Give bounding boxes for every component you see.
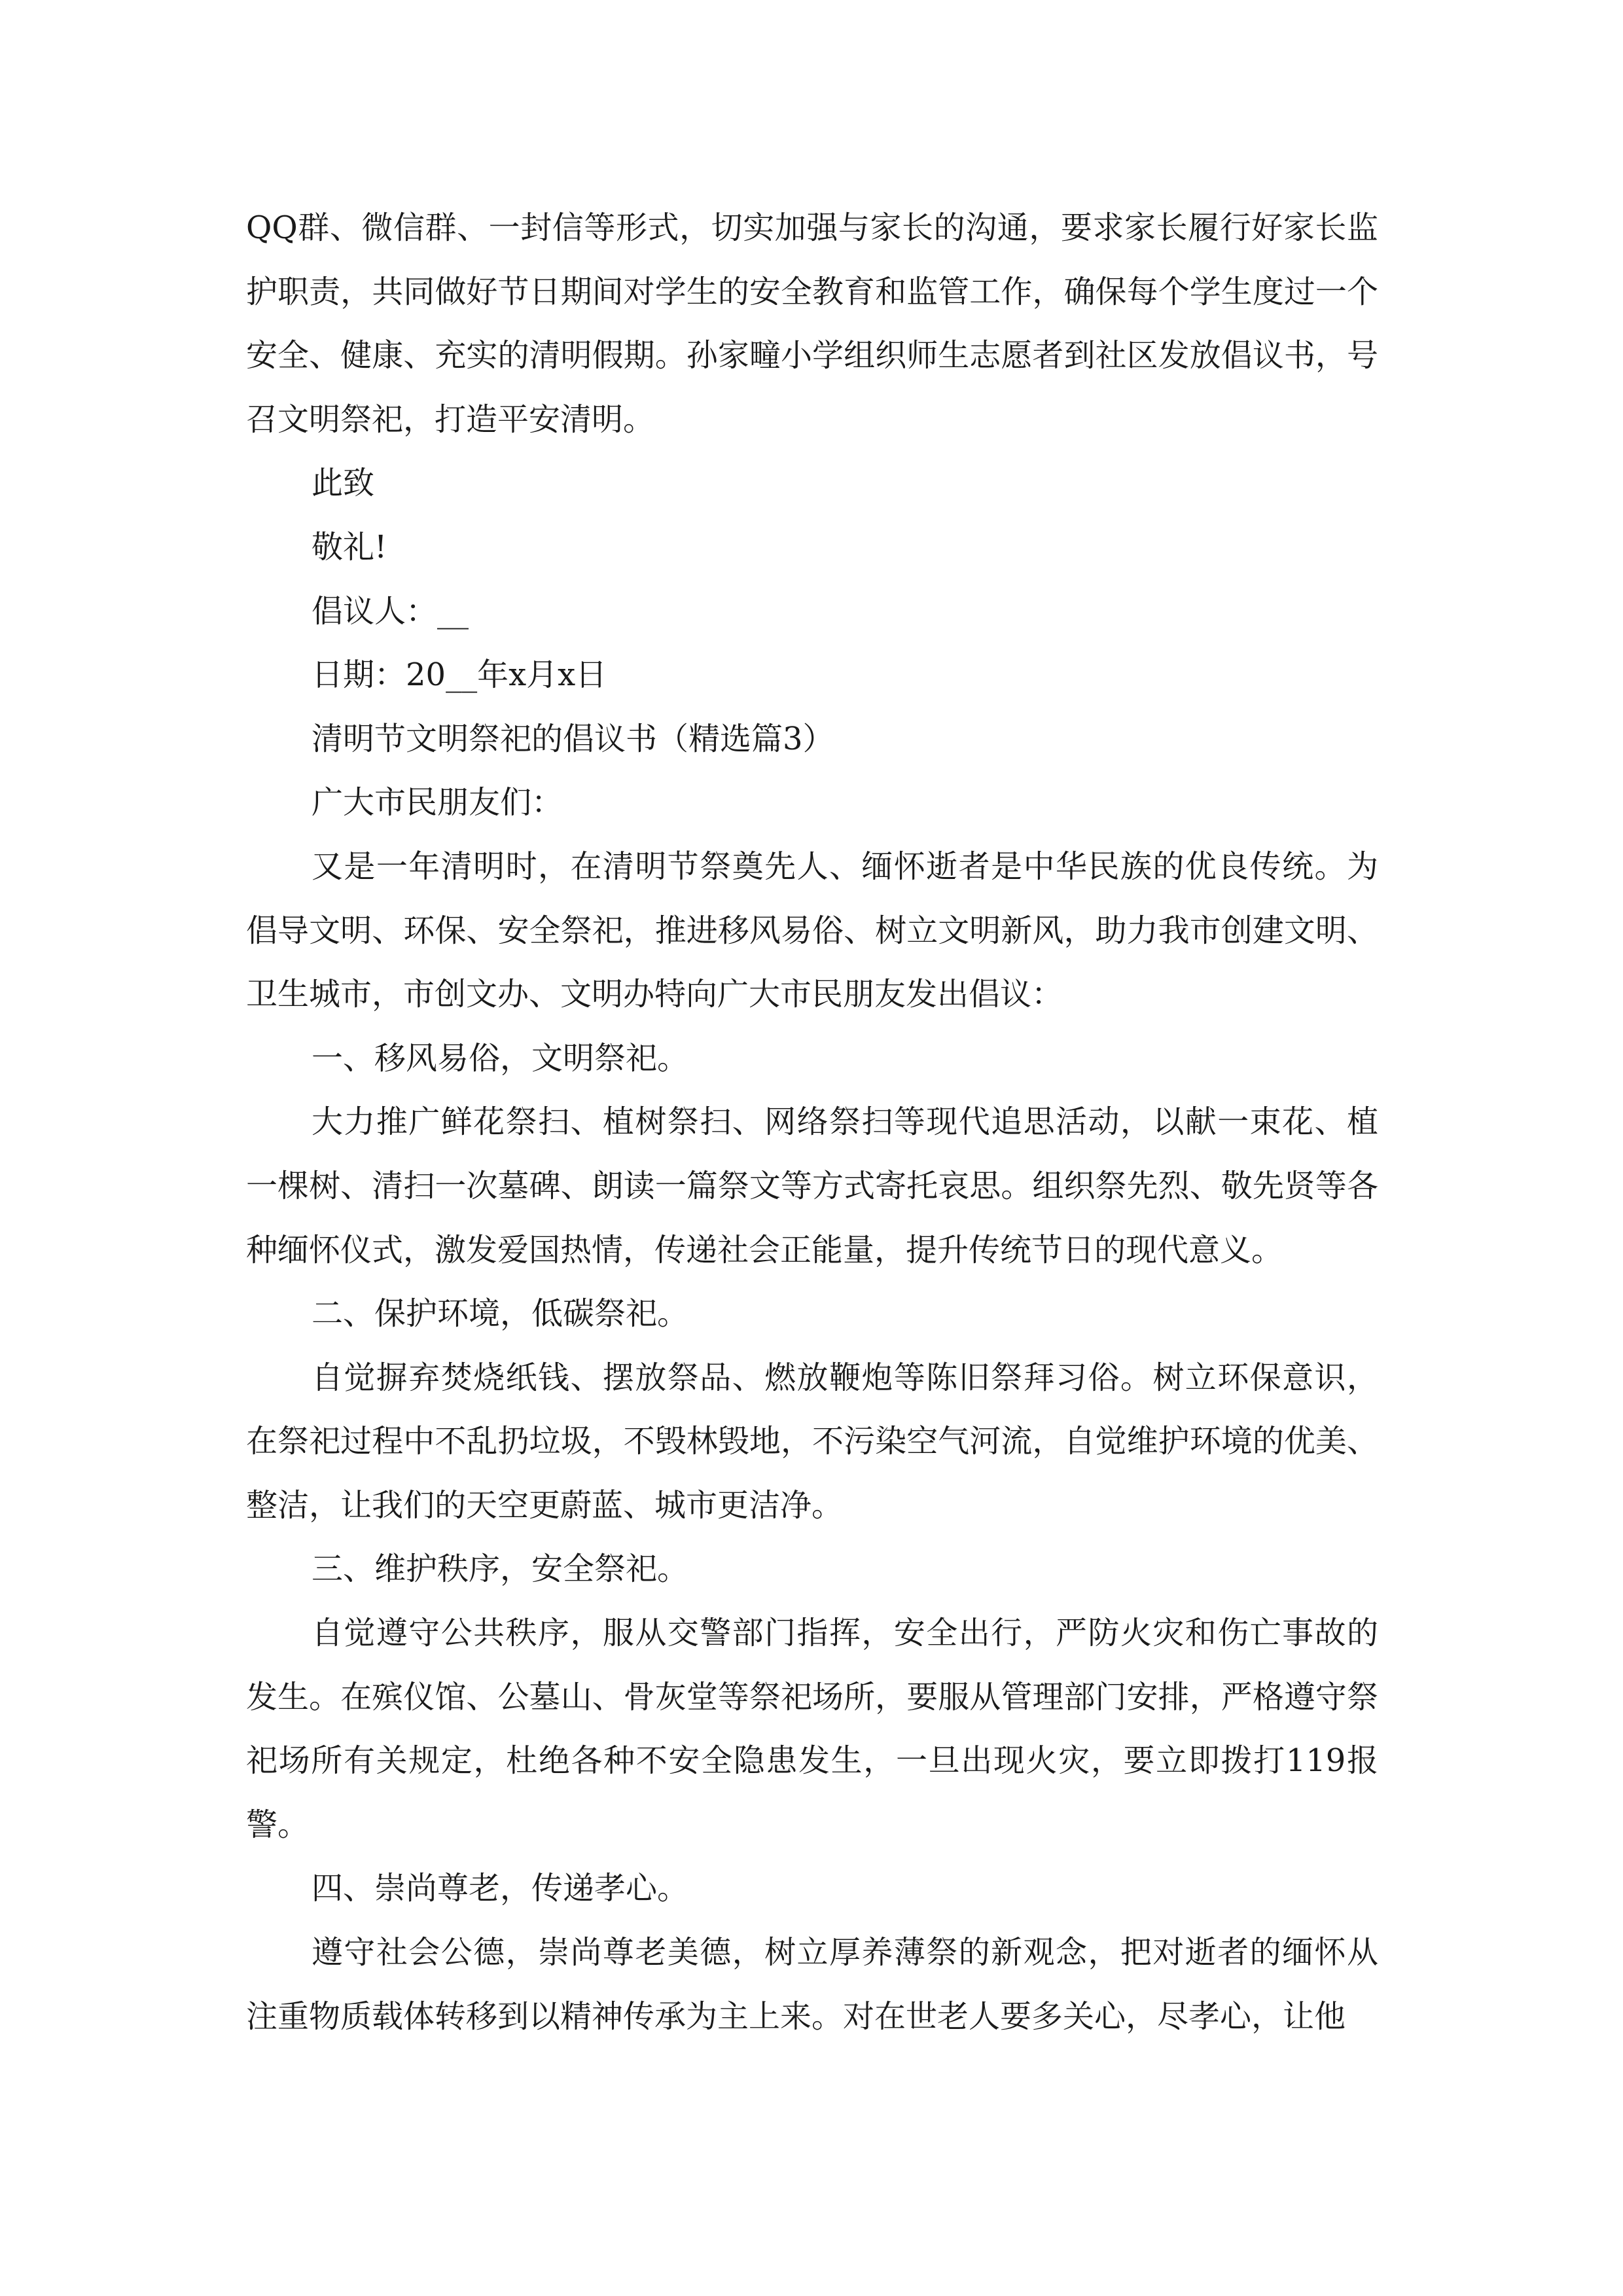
body-paragraph-one: 大力推广鲜花祭扫、植树祭扫、网络祭扫等现代追思活动，以献一束花、植一棵树、清扫一次墓碑、朗读一篇祭文等方式寄托哀思。组织祭先烈、敬先贤等各种缅怀仪式，激发爱国热情，传递社会正能量，提升传统节日的现代意义。 — [246, 1103, 1378, 1268]
closing-regards: 敬礼! — [312, 528, 387, 565]
proposer-line: 倡议人：__ — [312, 592, 469, 630]
greeting-line: 广大市民朋友们： — [312, 784, 563, 821]
body-paragraph-two: 自觉摒弃焚烧纸钱、摆放祭品、燃放鞭炮等陈旧祭拜习俗。树立环保意识，在祭祀过程中不乱扔垃圾，不毁林毁地，不污染空气河流，自觉维护环境的优美、整洁，让我们的天空更蔚蓝、城市更洁净。 — [246, 1359, 1378, 1524]
section-title: 清明节文明祭祀的倡议书（精选篇3） — [312, 720, 834, 757]
closing-salutation: 此致 — [312, 465, 375, 502]
document-body — [246, 196, 1378, 2049]
heading-four: 四、崇尚尊老，传递孝心。 — [312, 1870, 689, 1907]
heading-two: 二、保护环境，低碳祭祀。 — [312, 1295, 689, 1333]
heading-one: 一、移风易俗，文明祭祀。 — [312, 1039, 689, 1077]
intro-paragraph: 又是一年清明时，在清明节祭奠先人、缅怀逝者是中华民族的优良传统。为倡导文明、环保、安全祭祀，推进移风易俗、树立文明新风，助力我市创建文明、卫生城市，市创文办、文明办特向广大市民朋友发出倡议： — [246, 848, 1378, 1013]
heading-three: 三、维护秩序，安全祭祀。 — [312, 1551, 689, 1588]
date-line: 日期：20__年x月x日 — [312, 656, 607, 694]
body-paragraph-four: 遵守社会公德，崇尚尊老美德，树立厚养薄祭的新观念，把对逝者的缅怀从注重物质载体转移到以精神传承为主上来。对在世老人要多关心，尽孝心，让他 — [246, 1934, 1378, 2035]
body-paragraph-three: 自觉遵守公共秩序，服从交警部门指挥，安全出行，严防火灾和伤亡事故的发生。在殡仪馆、公墓山、骨灰堂等祭祀场所，要服从管理部门安排，严格遵守祭祀场所有关规定，杜绝各种不安全隐患发生，一旦出现火灾，要立即拨打119报警。 — [246, 1615, 1378, 1843]
body-paragraph-continued: QQ群、微信群、一封信等形式，切实加强与家长的沟通，要求家长履行好家长监护职责，共同做好节日期间对学生的安全教育和监管工作，确保每个学生度过一个安全、健康、充实的清明假期。孙家疃小学组织师生志愿者到社区发放倡议书，号召文明祭祀，打造平安清明。 — [246, 209, 1378, 438]
